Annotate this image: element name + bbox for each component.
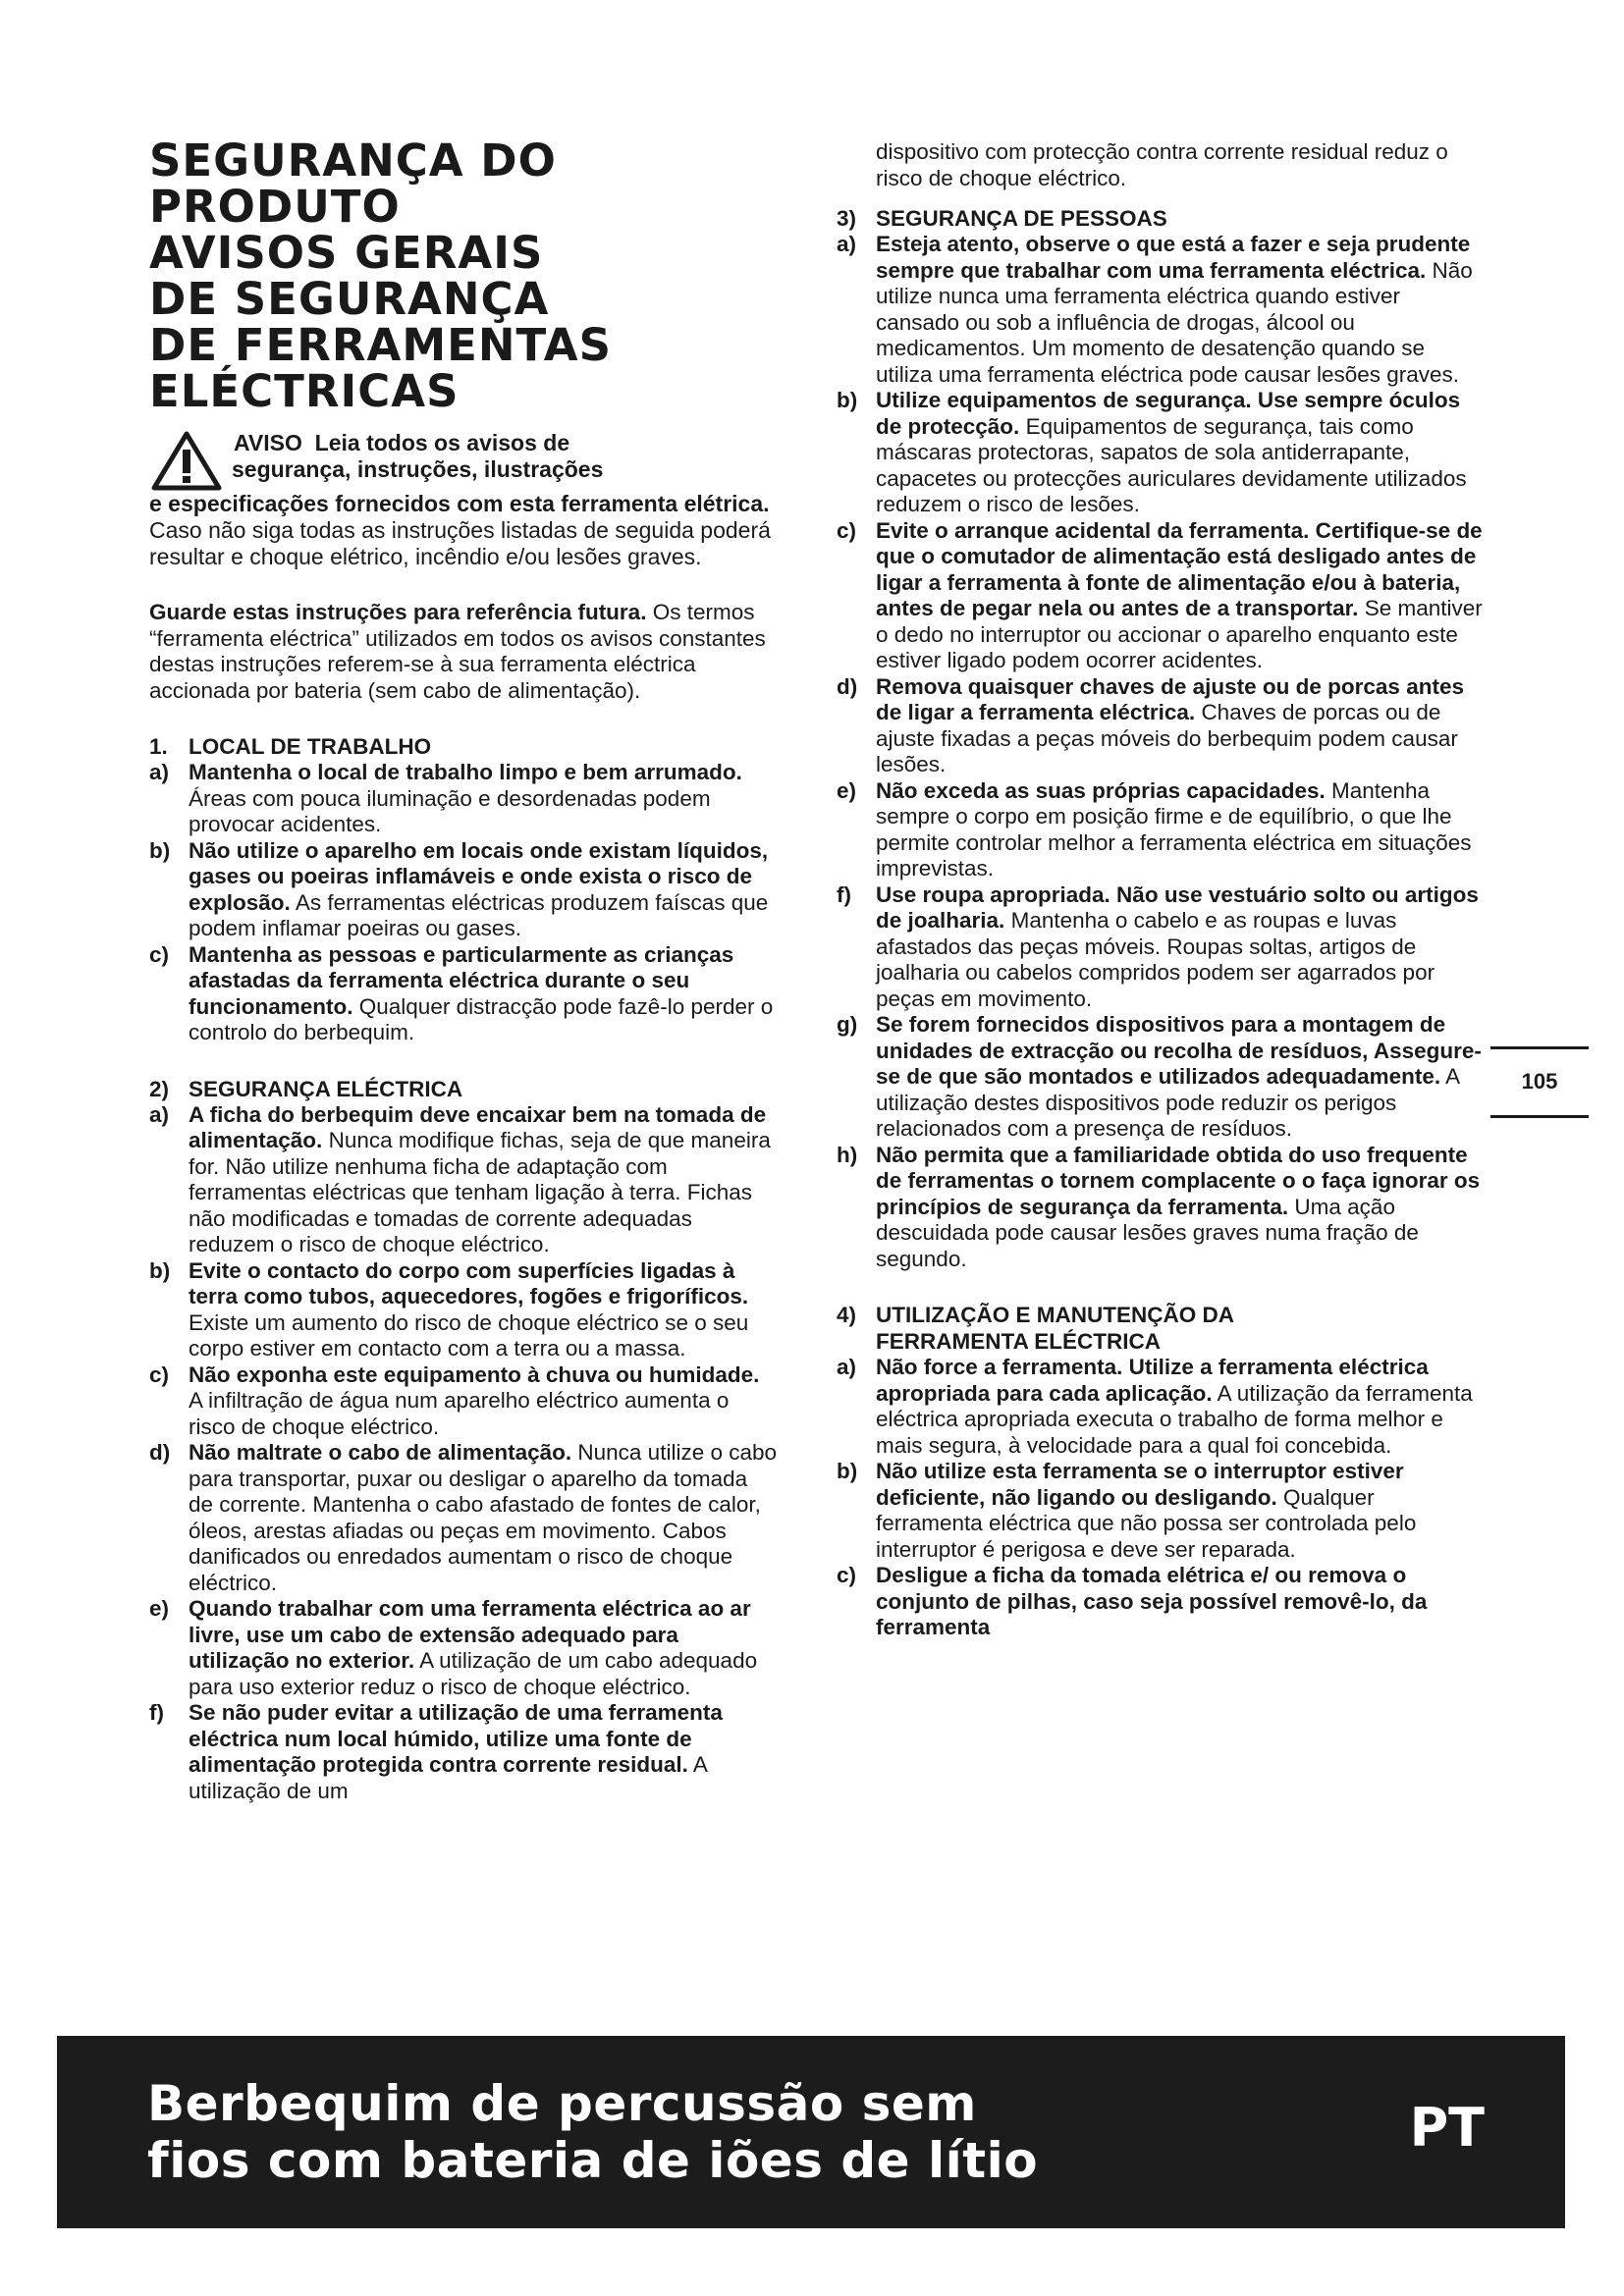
section-number: 4) [837,1303,857,1327]
item-bold-text: Quando trabalhar com uma ferramenta eléctrica ao ar livre, use um cabo de extensão adequado para utilização no exterior. [189,1596,751,1673]
item-bold-text: Não force a ferramenta. Utilize a ferramenta eléctrica apropriada para cada aplicação. [876,1355,1429,1406]
item-text: Qualquer distracção pode fazê-lo perder o controlo do berbequim. [189,993,774,1044]
item-text: A utilização de um [189,1752,707,1803]
list-item [149,942,778,1046]
list-item [837,674,1485,778]
section-heading [837,1302,1485,1355]
item-label: d) [149,1440,171,1465]
title-line: AVISOS GERAIS [149,227,544,279]
item-bold-text: Mantenha as pessoas e particularmente as crianças afastadas da ferramenta eléctrica durante o seu funcionamento. [189,941,734,1019]
item-text: Não utilize nunca uma ferramenta eléctrica quando estiver cansado ou sob a influência de drogas, álcool ou medicamentos. Um momento de desatenção quando se utiliza uma ferramenta eléctrica pode causar lesões graves. [876,257,1473,387]
item-bold-text: Não exceda as suas próprias capacidades. [876,777,1326,803]
list-item [837,1012,1485,1143]
list-item [149,1102,778,1258]
language-code: PT [1409,2097,1485,2159]
list-item [149,1362,778,1441]
item-text: Chaves de porcas ou de ajuste fixadas a peças móveis do berbequim podem causar lesões. [876,700,1458,776]
warning-head-rest: Leia todos os avisos de [314,430,570,455]
list-item [149,1700,778,1804]
continued-paragraph: dispositivo com protecção contra corrente residual reduz o risco de choque eléctrico. [876,139,1448,190]
item-label: h) [837,1142,858,1167]
list-item [837,778,1485,882]
item-text: Qualquer ferramenta eléctrica que não possa ser controlada pelo interruptor é perigosa e deve ser reparada. [876,1484,1417,1562]
item-label: c) [837,1563,857,1587]
list-item [837,1143,1485,1273]
left-column [149,134,778,1804]
list-item [149,1596,778,1700]
section-number: 1. [149,734,168,759]
list-item [837,1563,1485,1641]
item-text: Existe um aumento do risco de choque eléctrico se o seu corpo estiver em contacto com a terra ou a massa. [189,1309,749,1361]
item-text: A utilização destes dispositivos pode reduzir os perigos relacionados com a presença de resíduos. [876,1064,1459,1141]
warning-block [149,430,778,570]
item-text: A utilização de um cabo adequado para uso exterior reduz o risco de choque eléctrico. [189,1648,758,1699]
title-line: ELÉCTRICAS [149,365,460,417]
section-title: SEGURANÇA DE PESSOAS [876,206,1167,231]
item-bold-text: Desligue a ficha da tomada elétrica e/ ou remova o conjunto de pilhas, caso seja possível removê-lo, da ferramenta [876,1563,1428,1639]
item-label: c) [149,941,170,967]
item-label: f) [149,1700,164,1725]
item-bold-text: Não maltrate o cabo de alimentação. [189,1440,572,1465]
list-item [837,1355,1485,1459]
item-text: A infiltração de água num aparelho eléctrico aumenta o risco de choque eléctrico. [189,1388,730,1439]
list-item [837,882,1485,1013]
product-title-line: fios com bateria de iões de lítio [147,2132,1039,2189]
item-label: e) [837,777,857,803]
item-label: a) [837,1355,857,1379]
item-label: d) [837,673,858,699]
section-heading [149,1076,778,1102]
title-line: DE FERRAMENTAS [149,319,612,371]
section-title-line2: FERRAMENTA ELÉCTRICA [876,1329,1161,1354]
item-text: As ferramentas eléctricas produzem faíscas que podem inflamar poeiras ou gases. [189,889,769,940]
guard-paragraph [149,600,778,704]
page-number: 105 [1521,1069,1558,1094]
item-text: Nunca utilize o cabo para transportar, puxar ou desligar o aparelho da tomada de corrente. Mantenha o cabo afastado de fontes de calor, óleos, arestas afiadas ou peças em movimento. Cabos danificados ou enredados aumentam o risco de choque eléctrico. [189,1440,778,1595]
item-text: Se mantiver o dedo no interruptor ou accionar o aparelho enquanto este estiver ligado podem ocorrer acidentes. [876,596,1483,672]
section-title: UTILIZAÇÃO E MANUTENÇÃO DA [876,1303,1234,1327]
item-label: f) [837,881,851,907]
section-heading [149,733,778,760]
item-bold-text: Se forem fornecidos dispositivos para a montagem de unidades de extracção ou recolha de resíduos, Assegure-se de que são montados e utilizados adequadamente. [876,1012,1482,1089]
product-title-line: Berbequim de percussão sem [147,2075,977,2132]
page-title [149,134,778,417]
footer-banner [57,2036,1565,2228]
item-bold-text: Não permita que a familiaridade obtida do uso frequente de ferramentas o tornem complacente o o faça ignorar os princípios de segurança da ferramenta. [876,1142,1481,1219]
item-bold-text: A ficha do berbequim deve encaixar bem na tomada de alimentação. [189,1101,767,1152]
item-label: b) [837,388,858,412]
warning-label: AVISO [234,430,302,455]
item-label: b) [149,837,171,863]
warning-bold-text: e especificações fornecidos com esta ferramenta elétrica. [149,491,770,516]
item-text: Áreas com pouca iluminação e desordenadas podem provocar acidentes. [189,785,711,836]
item-bold-text: Não utilize o aparelho em locais onde existam líquidos, gases ou poeiras inflamáveis e onde exista o risco de explosão. [189,837,769,915]
item-label: b) [837,1459,858,1483]
item-text: Mantenha o cabelo e as roupas e luvas afastados das peças móveis. Roupas soltas, artigos de joalharia ou cabelos compridos podem ser agarrados por peças em movimento. [876,908,1435,1011]
item-bold-text: Não utilize esta ferramenta se o interruptor estiver deficiente, não ligando ou desligando. [876,1459,1404,1510]
item-bold-text: Não exponha este equipamento à chuva ou humidade. [189,1362,760,1387]
list-item [149,1440,778,1596]
item-text: Uma ação descuidada pode causar lesões graves numa fração de segundo. [876,1194,1419,1271]
item-bold-text: Esteja atento, observe o que está a fazer e seja prudente sempre que trabalhar com uma ferramenta eléctrica. [876,232,1471,283]
item-bold-text: Evite o contacto do corpo com superfícies ligadas à terra como tubos, aquecedores, fogões e frigoríficos. [189,1257,749,1308]
list-item [837,518,1485,674]
section-heading [837,205,1485,232]
item-bold-text: Mantenha o local de trabalho limpo e bem arrumado. [189,760,742,784]
guard-text: Os termos “ferramenta eléctrica” utilizados em todos os avisos constantes destas instruções referem-se à sua ferramenta eléctrica accionada por bateria (sem cabo de alimentação). [149,600,766,703]
warning-triangle-icon [151,430,222,491]
item-bold-text: Evite o arranque acidental da ferramenta. Certifique-se de que o comutador de alimentação está desligado antes de ligar a ferramenta à fonte de alimentação e/ou à bateria, antes de pegar nela ou antes de a transportar. [876,517,1483,620]
section-number: 2) [149,1076,170,1101]
section-title: LOCAL DE TRABALHO [189,734,432,759]
title-line: DE SEGURANÇA [149,273,550,325]
item-label: e) [149,1596,170,1621]
right-column [837,139,1485,1641]
item-text: Nunca modifique fichas, seja de que maneira for. Não utilize nenhuma ficha de adaptação com ferramentas eléctricas que tenham ligação à terra. Fichas não modificadas e tomadas de corrente adequadas reduzem o risco de choque eléctrico. [189,1128,771,1256]
divider [1490,1115,1589,1118]
page-number-block [1490,1046,1589,1118]
item-label: b) [149,1257,171,1283]
item-text: Equipamentos de segurança, tais como máscaras protectoras, sapatos de sola antiderrapante, capacetes ou protecções auriculares devidamente utilizados reduzem o risco de lesões. [876,413,1467,516]
warning-line-1 [234,430,603,456]
item-bold-text: Se não puder evitar a utilização de uma ferramenta eléctrica num local húmido, utilize uma fonte de alimentação protegida contra corrente residual. [189,1700,723,1777]
list-item [837,388,1485,518]
item-bold-text: Utilize equipamentos de segurança. Use sempre óculos de protecção. [876,388,1461,439]
item-text: A utilização da ferramenta eléctrica apropriada executa o trabalho de forma melhor e mais segura, à velocidade para a qual foi concebida. [876,1380,1473,1458]
guard-bold-text: Guarde estas instruções para referência futura. [149,600,647,624]
section-title: SEGURANÇA ELÉCTRICA [189,1076,463,1101]
product-title [147,2075,1038,2189]
item-bold-text: Use roupa apropriada. Não use vestuário solto ou artigos de joalharia. [876,881,1479,933]
warning-text: Caso não siga todas as instruções listadas de seguida poderá resultar e choque elétrico, incêndio e/ou lesões graves. [149,517,771,569]
item-label: c) [149,1362,170,1387]
list-item [149,838,778,942]
list-item [149,760,778,838]
item-text: Mantenha sempre o corpo em posição firme e de equilíbrio, o que lhe permite controlar melhor a ferramenta eléctrica em situações imprevistas. [876,777,1472,881]
list-item [837,1459,1485,1563]
list-item [149,1258,778,1362]
item-bold-text: Remova quaisquer chaves de ajuste ou de porcas antes de ligar a ferramenta eléctrica. [876,673,1464,724]
warning-line-2: segurança, instruções, ilustrações [232,456,604,482]
item-label: a) [149,1101,170,1127]
list-item [837,232,1485,388]
title-line: SEGURANÇA DO PRODUTO [149,134,557,233]
item-label: a) [837,232,857,256]
section-number: 3) [837,206,857,231]
item-label: c) [837,517,857,543]
item-label: a) [149,760,170,784]
item-label: g) [837,1012,858,1037]
